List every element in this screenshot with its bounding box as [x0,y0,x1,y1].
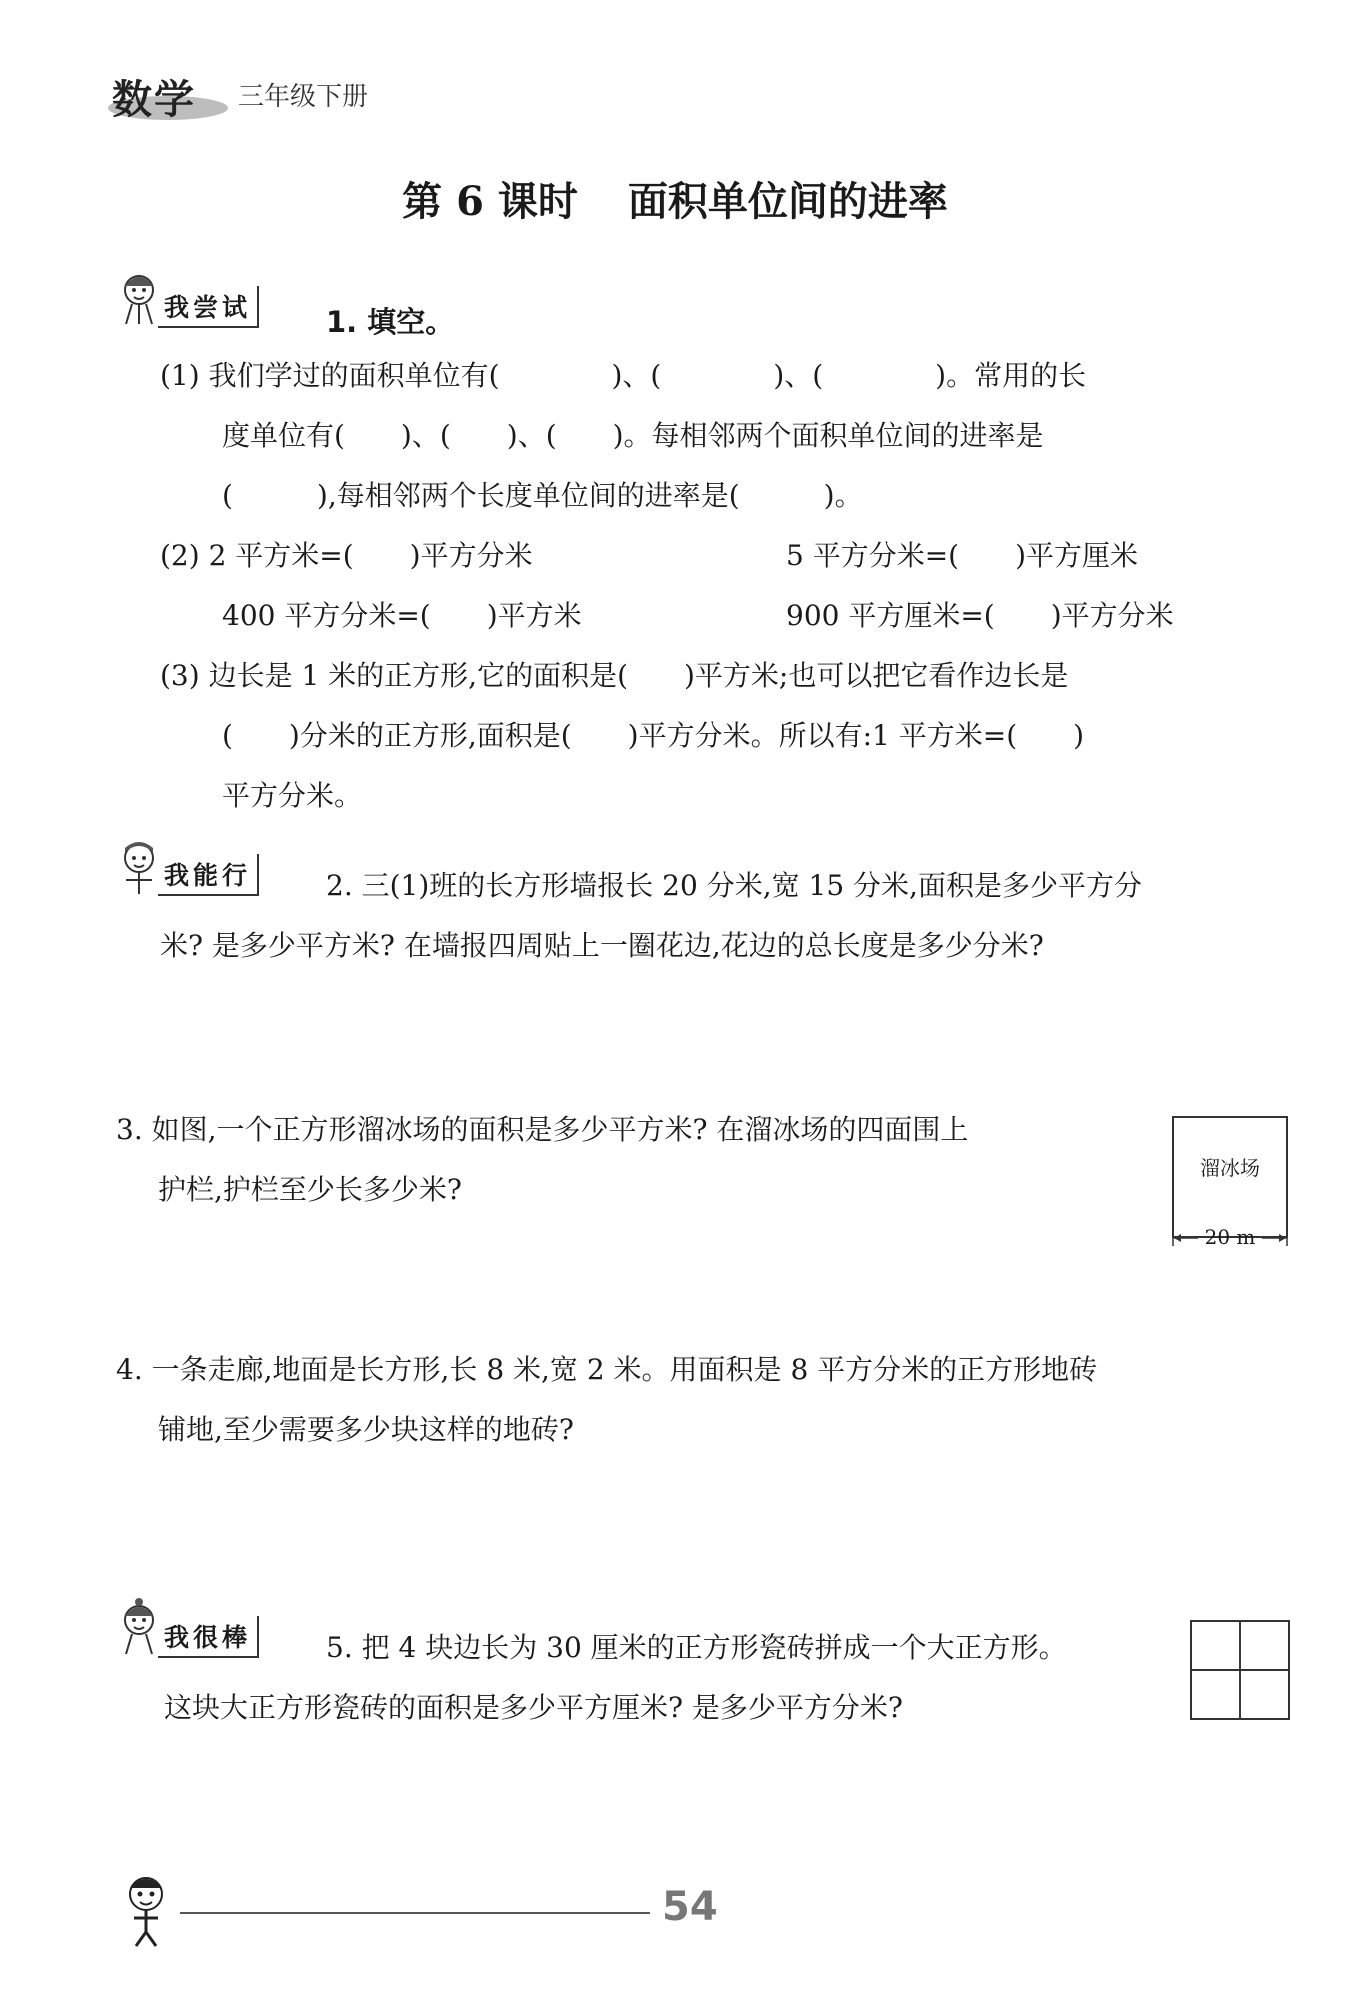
q1-p3-line2: ( )分米的正方形,面积是( )平方分米。所以有:1 平方米=( ) [222,719,1085,752]
footer-mascot-icon [112,1870,182,1950]
q1-p1-line2: 度单位有( )、( )、( )。每相邻两个面积单位间的进率是 [222,419,1044,452]
q2-line2: 米? 是多少平方米? 在墙报四周贴上一圈花边,花边的总长度是多少分米? [160,929,1044,962]
section-try [112,268,259,328]
grade-label: 三年级下册 [238,82,369,112]
q1-p2-c: 400 平方分米=( )平方米 [222,599,582,632]
section-try-label: 我尝试 [158,286,259,328]
q4-line2: 铺地,至少需要多少块这样的地砖? [158,1413,574,1446]
subject-title: 数学 [112,77,196,123]
tile-grid-figure [1190,1620,1290,1720]
q4-line1: 4. 一条走廊,地面是长方形,长 8 米,宽 2 米。用面积是 8 平方分米的正方形地砖 [116,1353,1098,1386]
lesson-title [0,170,1350,227]
section-can [112,836,259,896]
q1-p2-d: 900 平方厘米=( )平方分米 [786,599,1174,632]
section-great [112,1598,259,1658]
q2-line1: 2. 三(1)班的长方形墙报长 20 分米,宽 15 分米,面积是多少平方分 [326,869,1142,902]
lesson-name: 面积单位间的进率 [627,178,948,225]
q1-p2-a: (2) 2 平方米=( )平方分米 [160,539,533,572]
dimension-label: 20 m [1204,1225,1256,1249]
q3-line2: 护栏,护栏至少长多少米? [158,1173,462,1206]
q1-p2-b: 5 平方分米=( )平方厘米 [786,539,1139,572]
q1-heading: 1. 填空。 [326,305,455,339]
ice-rink-label: 溜冰场 [1200,1156,1260,1180]
section-can-label: 我能行 [158,854,259,896]
q1-p1-line3: ( ),每相邻两个长度单位间的进率是( )。 [222,479,863,512]
footer-rule [180,1912,650,1914]
section-great-label: 我很棒 [158,1616,259,1658]
q1-p3-line3: 平方分米。 [222,779,363,812]
lesson-number: 第 6 课时 [402,178,578,225]
q5-line1: 5. 把 4 块边长为 30 厘米的正方形瓷砖拼成一个大正方形。 [326,1631,1067,1664]
q3-line1: 3. 如图,一个正方形溜冰场的面积是多少平方米? 在溜冰场的四面围上 [116,1113,969,1146]
q1-p3-line1: (3) 边长是 1 米的正方形,它的面积是( )平方米;也可以把它看作边长是 [160,659,1069,692]
q5-line2: 这块大正方形瓷砖的面积是多少平方厘米? 是多少平方分米? [164,1691,903,1724]
q1-p1-line1: (1) 我们学过的面积单位有( )、( )、( )。常用的长 [160,359,1087,392]
page-number: 54 [662,1884,718,1930]
